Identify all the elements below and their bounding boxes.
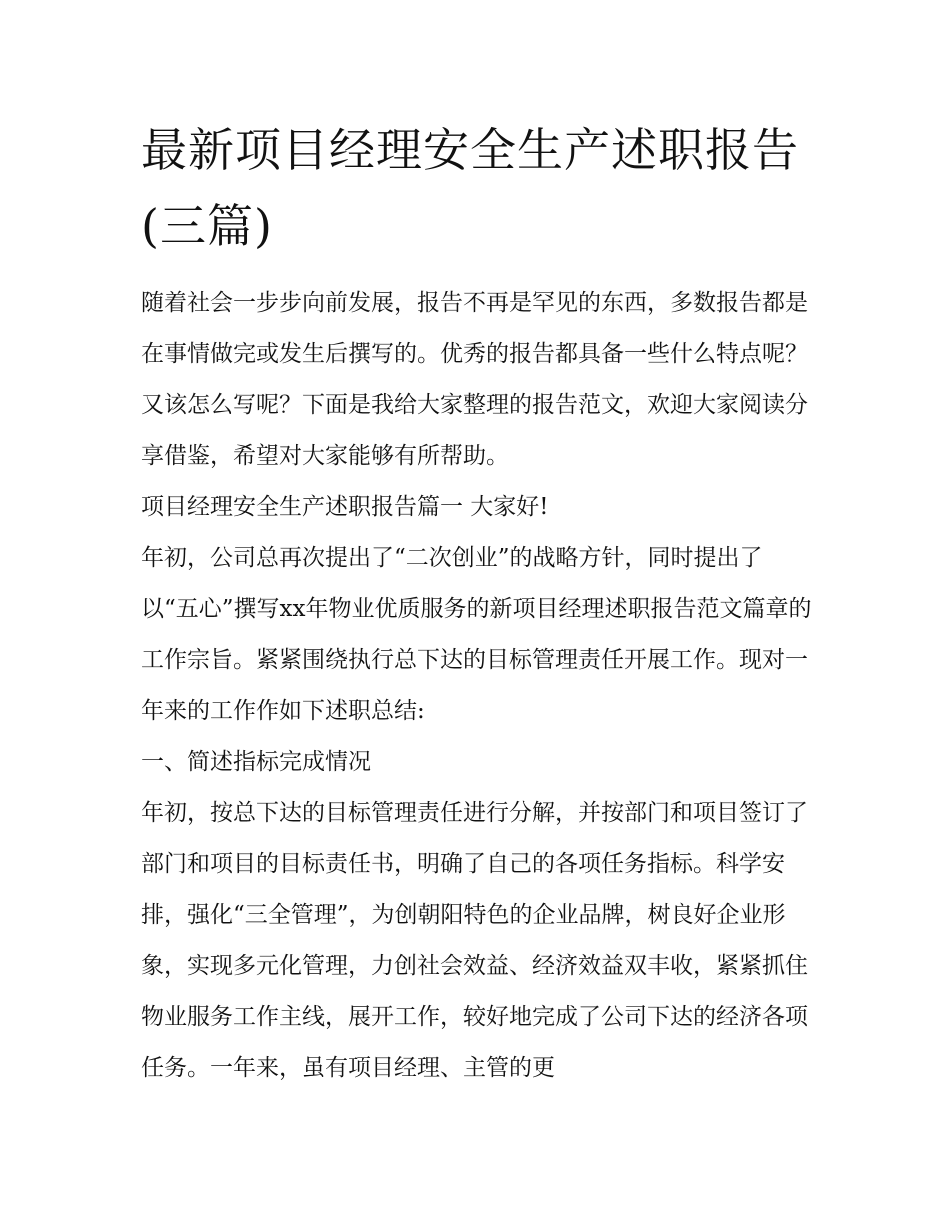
document-body xyxy=(141,112,813,1094)
body-paragraph: 年初，公司总再次提出了“二次创业”的战略方针，同时提出了以“五心”撰写xx年物业优质服务的新项目经理述职报告范文篇章的工作宗旨。紧紧围绕执行总下达的目标管理责任开展工作。现对一年来的工作作如下述职总结: xyxy=(141,545,812,724)
section-heading-report-one: 项目经理安全生产述职报告篇一 大家好! xyxy=(141,494,549,520)
intro-paragraph: 随着社会一步步向前发展，报告不再是罕见的东西，多数报告都是在事情做完或发生后撰写的。优秀的报告都具备一些什么特点呢？又该怎么写呢？下面是我给大家整理的报告范文，欢迎大家阅读分享借鉴，希望对大家能够有所帮助。 xyxy=(141,290,808,469)
document-title: 最新项目经理安全生产述职报告(三篇) xyxy=(141,123,799,253)
body-paragraph: 年初，按总下达的目标管理责任进行分解，并按部门和项目签订了部门和项目的目标责任书，明确了自己的各项任务指标。科学安排，强化“三全管理”，为创朝阳特色的企业品牌，树良好企业形象，实现多元化管理，力创社会效益、经济效益双丰收，紧紧抓住物业服务工作主线，展开工作，较好地完成了公司下达的经济各项任务。一年来，虽有项目经理、主管的更 xyxy=(141,800,808,1081)
section-heading-indicators: 一、简述指标完成情况 xyxy=(141,749,371,775)
